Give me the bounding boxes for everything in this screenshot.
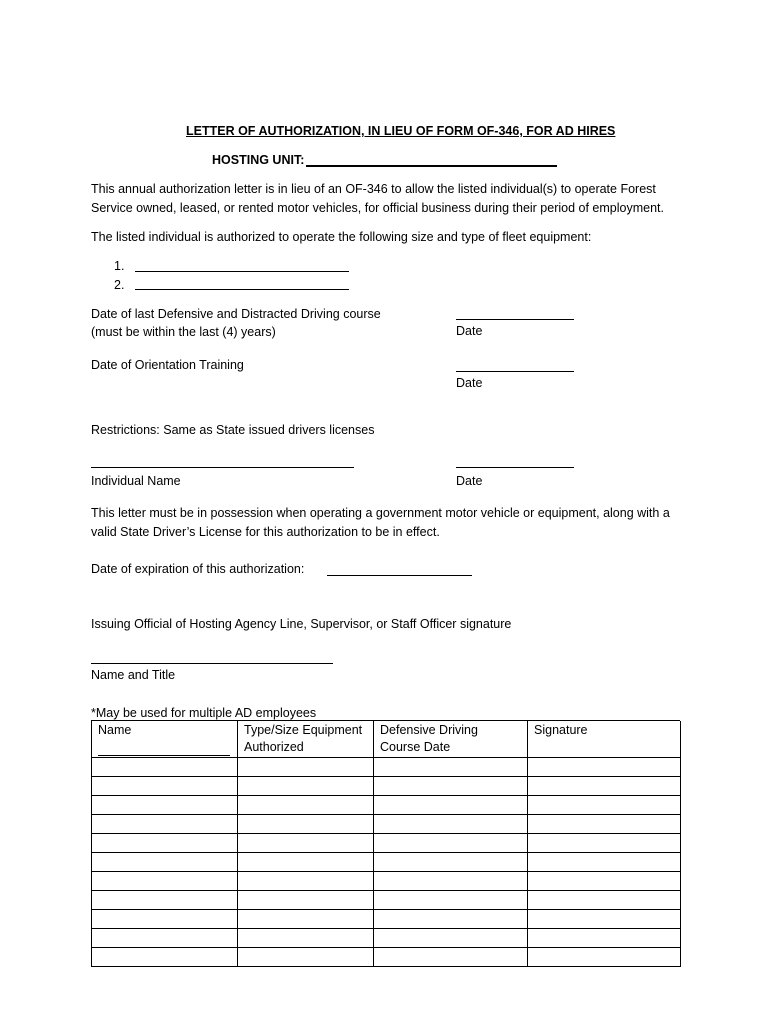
table-row <box>92 777 681 796</box>
equipment-item-1-number: 1. <box>114 259 125 273</box>
table-cell-course-date[interactable] <box>374 853 528 872</box>
header-name-label: Name <box>98 722 230 756</box>
table-cell-course-date[interactable] <box>374 796 528 815</box>
table-cell-equipment[interactable] <box>238 777 374 796</box>
table-row <box>92 910 681 929</box>
table-cell-signature[interactable] <box>528 853 681 872</box>
table-cell-signature[interactable] <box>528 758 681 777</box>
table-row <box>92 834 681 853</box>
table-cell-name[interactable] <box>92 815 238 834</box>
defensive-course-label-line1: Date of last Defensive and Distracted Driving course <box>91 307 381 321</box>
table-row <box>92 815 681 834</box>
name-title-label: Name and Title <box>91 668 176 682</box>
table-cell-name[interactable] <box>92 758 238 777</box>
table-cell-equipment[interactable] <box>238 796 374 815</box>
defensive-course-date-label: Date <box>456 324 483 338</box>
orientation-date-field[interactable] <box>456 371 574 372</box>
table-cell-equipment[interactable] <box>238 834 374 853</box>
table-cell-course-date[interactable] <box>374 948 528 967</box>
header-course-date: Defensive Driving Course Date <box>374 721 528 758</box>
table-cell-course-date[interactable] <box>374 815 528 834</box>
table-row <box>92 853 681 872</box>
hosting-unit-label: HOSTING UNIT: <box>212 153 305 167</box>
equipment-item-2-field[interactable] <box>135 289 349 290</box>
possession-paragraph: This letter must be in possession when operating a government motor vehicle or equipment, along with a valid State Driver’s License for this authorization to be in effect. <box>91 506 670 539</box>
table-cell-equipment[interactable] <box>238 853 374 872</box>
table-cell-course-date[interactable] <box>374 834 528 853</box>
hosting-unit-field[interactable] <box>306 165 557 167</box>
table-cell-signature[interactable] <box>528 815 681 834</box>
table-cell-equipment[interactable] <box>238 891 374 910</box>
table-row <box>92 891 681 910</box>
employee-table <box>91 721 681 967</box>
table-cell-signature[interactable] <box>528 910 681 929</box>
equipment-intro: The listed individual is authorized to operate the following size and type of fleet equipment: <box>91 230 592 244</box>
table-cell-course-date[interactable] <box>374 910 528 929</box>
header-signature: Signature <box>528 721 681 758</box>
table-cell-equipment[interactable] <box>238 815 374 834</box>
table-cell-signature[interactable] <box>528 834 681 853</box>
table-cell-name[interactable] <box>92 891 238 910</box>
expiration-label: Date of expiration of this authorization: <box>91 562 305 576</box>
table-row <box>92 948 681 967</box>
expiration-date-field[interactable] <box>327 575 472 576</box>
table-header-row <box>92 721 681 758</box>
table-cell-course-date[interactable] <box>374 872 528 891</box>
orientation-training-label: Date of Orientation Training <box>91 358 244 372</box>
table-row <box>92 929 681 948</box>
restrictions-text: Restrictions: Same as State issued drivers licenses <box>91 423 375 437</box>
table-cell-equipment[interactable] <box>238 872 374 891</box>
table-cell-course-date[interactable] <box>374 758 528 777</box>
intro-paragraph: This annual authorization letter is in lieu of an OF-346 to allow the listed individual(s) to operate Forest Service owned, leased, or rented motor vehicles, for official business during their period of employment. <box>91 182 664 215</box>
header-equipment: Type/Size Equipment Authorized <box>238 721 374 758</box>
equipment-item-2-number: 2. <box>114 278 125 292</box>
individual-name-label: Individual Name <box>91 474 181 488</box>
table-cell-name[interactable] <box>92 777 238 796</box>
equipment-item-1-field[interactable] <box>135 271 349 272</box>
table-cell-signature[interactable] <box>528 872 681 891</box>
orientation-date-label: Date <box>456 376 483 390</box>
table-cell-name[interactable] <box>92 872 238 891</box>
table-cell-name[interactable] <box>92 796 238 815</box>
table-cell-signature[interactable] <box>528 777 681 796</box>
table-cell-course-date[interactable] <box>374 929 528 948</box>
table-cell-name[interactable] <box>92 910 238 929</box>
table-cell-equipment[interactable] <box>238 929 374 948</box>
individual-name-field[interactable] <box>91 467 354 468</box>
table-row <box>92 872 681 891</box>
name-title-field[interactable] <box>91 663 333 664</box>
individual-date-field[interactable] <box>456 467 574 468</box>
multiple-employees-note: *May be used for multiple AD employees <box>91 706 317 720</box>
defensive-course-date-field[interactable] <box>456 319 574 320</box>
issuing-official-label: Issuing Official of Hosting Agency Line, Supervisor, or Staff Officer signature <box>91 617 512 631</box>
table-cell-signature[interactable] <box>528 891 681 910</box>
letter-title: LETTER OF AUTHORIZATION, IN LIEU OF FORM OF-346, FOR AD HIRES <box>186 124 616 138</box>
table-cell-name[interactable] <box>92 948 238 967</box>
table-cell-name[interactable] <box>92 929 238 948</box>
table-cell-equipment[interactable] <box>238 758 374 777</box>
table-cell-course-date[interactable] <box>374 891 528 910</box>
header-name <box>92 721 238 758</box>
table-cell-name[interactable] <box>92 853 238 872</box>
table-cell-course-date[interactable] <box>374 777 528 796</box>
table-cell-signature[interactable] <box>528 948 681 967</box>
defensive-course-label-line2: (must be within the last (4) years) <box>91 325 276 339</box>
individual-date-label: Date <box>456 474 483 488</box>
table-row <box>92 796 681 815</box>
table-cell-signature[interactable] <box>528 929 681 948</box>
table-cell-equipment[interactable] <box>238 910 374 929</box>
table-cell-signature[interactable] <box>528 796 681 815</box>
table-row <box>92 758 681 777</box>
table-cell-name[interactable] <box>92 834 238 853</box>
table-cell-equipment[interactable] <box>238 948 374 967</box>
